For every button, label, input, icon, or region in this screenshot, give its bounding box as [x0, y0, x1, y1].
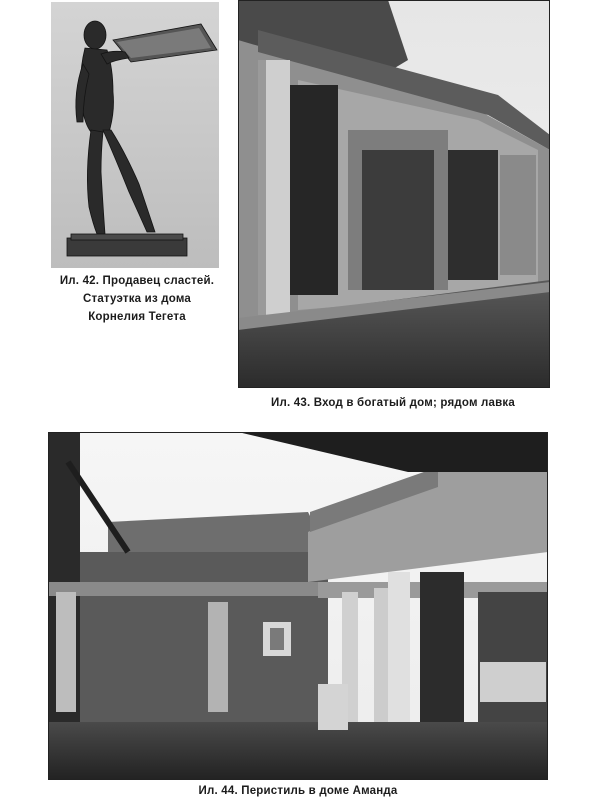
column-3 — [388, 572, 410, 742]
column-2 — [374, 588, 390, 738]
caption-42-line-2: Статуэтка из дома — [83, 293, 191, 305]
photo-statuette — [51, 2, 219, 268]
photo-entrance — [238, 0, 550, 388]
caption-figure-44: Ил. 44. Перистиль в доме Аманда — [198, 785, 398, 797]
caption-figure-42 — [48, 272, 226, 326]
left-column — [56, 592, 76, 712]
photo-peristyle — [48, 432, 548, 780]
caption-42-line-1: Ил. 42. Продавец сластей. — [59, 275, 215, 287]
basin — [318, 684, 348, 730]
floor — [48, 722, 548, 780]
shop-opening — [362, 150, 434, 290]
caption-figure-43: Ил. 43. Вход в богатый дом; рядом лавка — [271, 397, 515, 409]
doorway — [290, 85, 338, 295]
caption-42-line-3: Корнелия Тегета — [88, 311, 186, 323]
